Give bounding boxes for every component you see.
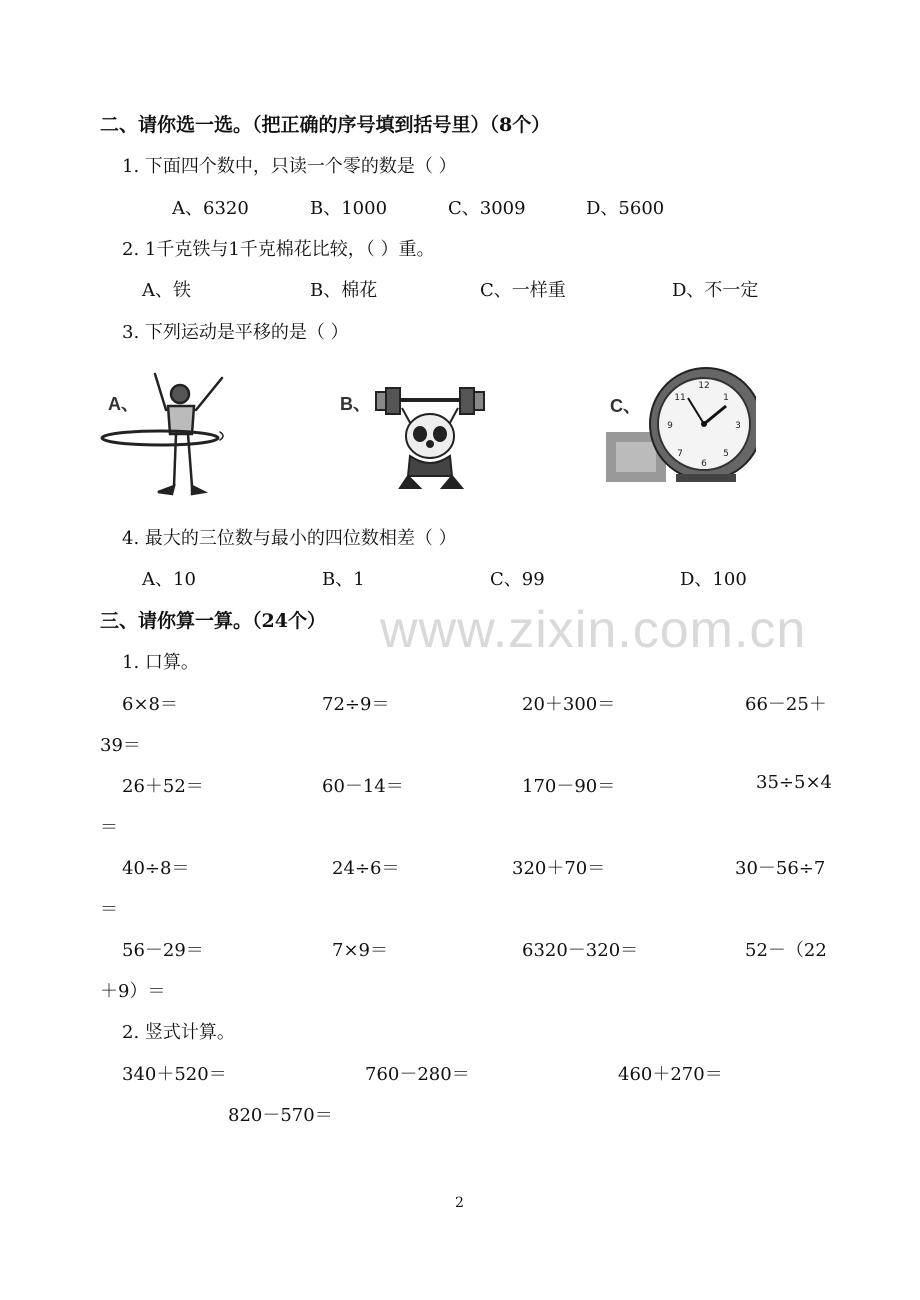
- q2-option-d: D、不一定: [672, 280, 759, 301]
- oral-item: 56－29＝: [122, 940, 204, 961]
- oral-item: 30－56÷7: [735, 858, 826, 879]
- q2-option-b: B、棉花: [310, 280, 378, 301]
- vertical-item: 460＋270＝: [618, 1064, 723, 1085]
- picture-b-weightlifting-panda: [340, 378, 500, 493]
- oral-item: 60－14＝: [322, 776, 404, 797]
- oral-item: 52－（22: [745, 940, 827, 961]
- oral-item-wrap: ＋9）＝: [100, 981, 166, 1002]
- page-number: 2: [455, 1195, 464, 1211]
- oral-item: 26＋52＝: [122, 776, 204, 797]
- oral-calc-title: 1. 口算。: [122, 652, 199, 673]
- svg-text:12: 12: [698, 381, 710, 391]
- picture-c-label: C、: [610, 396, 641, 416]
- question-4: 4. 最大的三位数与最小的四位数相差（ ）: [122, 528, 457, 549]
- q4-option-a: A、10: [142, 569, 196, 590]
- svg-text:3: 3: [735, 421, 741, 431]
- oral-item-wrap: 39＝: [100, 735, 141, 756]
- oral-item: 170－90＝: [522, 776, 616, 797]
- q2-option-a: A、铁: [142, 280, 191, 301]
- picture-a-label: A、: [108, 394, 139, 414]
- vertical-item: 820－570＝: [228, 1105, 333, 1126]
- q1-option-a: A、6320: [172, 198, 249, 219]
- alarm-clock-icon: [606, 362, 756, 487]
- question-2: 2. 1千克铁与1千克棉花比较，（ ）重。: [122, 239, 435, 260]
- watermark: www.zixin.com.cn: [380, 601, 807, 659]
- oral-item: 6320－320＝: [522, 940, 639, 961]
- question-1: 1. 下面四个数中，只读一个零的数是（ ）: [122, 156, 457, 177]
- svg-text:1: 1: [723, 393, 729, 403]
- oral-item: 20＋300＝: [522, 694, 616, 715]
- svg-text:5: 5: [723, 449, 729, 459]
- oral-item-wrap: ＝: [100, 899, 118, 920]
- q1-option-b: B、1000: [310, 198, 388, 219]
- section-2-heading: 二、请你选一选。（把正确的序号填到括号里）（8个）: [100, 114, 551, 136]
- svg-text:6: 6: [701, 459, 707, 469]
- q1-option-c: C、3009: [448, 198, 526, 219]
- oral-item: 66－25＋: [745, 694, 827, 715]
- q4-option-d: D、100: [680, 569, 747, 590]
- oral-item: 35÷5×4: [756, 772, 832, 793]
- svg-text:7: 7: [677, 449, 683, 459]
- section-3-heading: 三、请你算一算。（24个）: [100, 610, 326, 632]
- picture-b-label: B、: [340, 394, 371, 414]
- hula-hoop-girl-icon: [100, 362, 240, 502]
- oral-item: 72÷9＝: [322, 694, 390, 715]
- oral-item: 24÷6＝: [332, 858, 400, 879]
- oral-item: 6×8＝: [122, 694, 178, 715]
- picture-a-hula-hoop: [100, 362, 240, 502]
- q1-option-d: D、5600: [586, 198, 665, 219]
- svg-text:11: 11: [674, 393, 686, 403]
- oral-item-wrap: ＝: [100, 817, 118, 838]
- oral-item: 7×9＝: [332, 940, 388, 961]
- oral-item: 320＋70＝: [512, 858, 606, 879]
- svg-text:9: 9: [667, 421, 673, 431]
- q4-option-c: C、99: [490, 569, 545, 590]
- oral-item: 40÷8＝: [122, 858, 190, 879]
- vertical-calc-title: 2. 竖式计算。: [122, 1022, 235, 1043]
- question-3: 3. 下列运动是平移的是（ ）: [122, 322, 349, 343]
- vertical-item: 340＋520＝: [122, 1064, 227, 1085]
- vertical-item: 760－280＝: [365, 1064, 470, 1085]
- picture-c-clock: [606, 362, 756, 487]
- q4-option-b: B、1: [322, 569, 365, 590]
- q2-option-c: C、一样重: [480, 280, 566, 301]
